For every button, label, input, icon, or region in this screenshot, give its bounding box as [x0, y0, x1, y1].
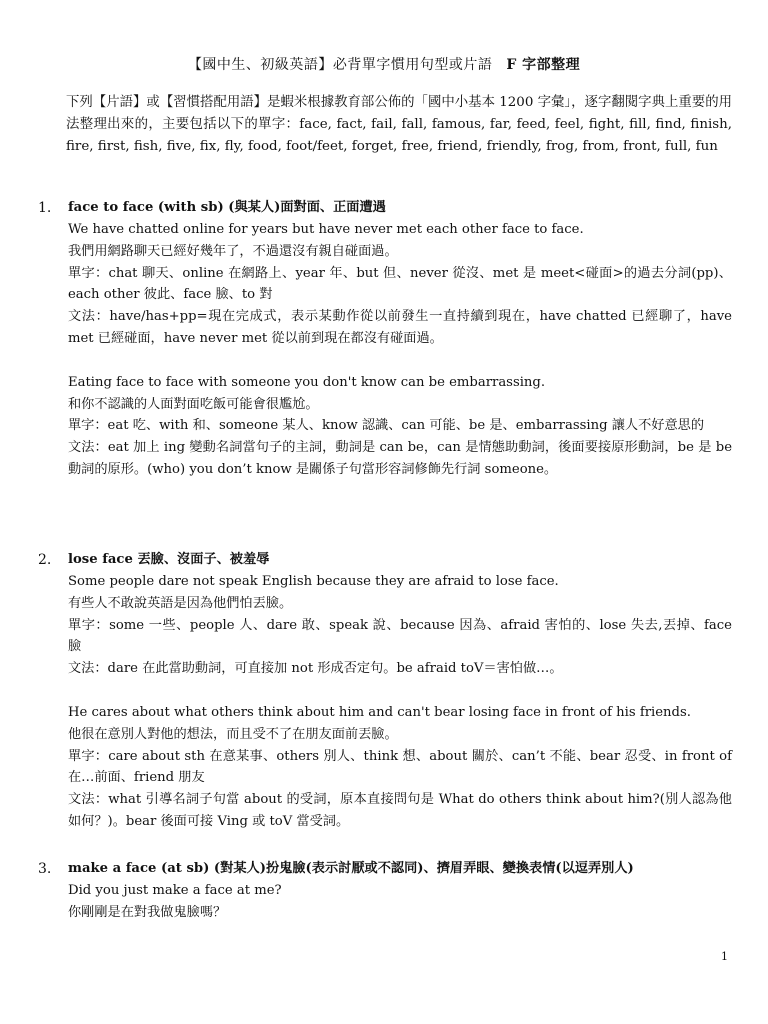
- section-3: [38, 858, 732, 924]
- section-heading: [38, 549, 732, 571]
- section-heading: [38, 858, 732, 880]
- section-body: [38, 571, 732, 833]
- title-tail: F 字部整理: [506, 57, 581, 73]
- title-main: 【國中生、初級英語】必背單字慣用句型或片語: [187, 57, 493, 73]
- section-body: [38, 880, 732, 924]
- grammar-note: 文法：eat 加上 ing 變動名詞當句子的主詞，動詞是 can be，can 是情態助動詞，後面要接原形動詞，be 是 be 動詞的原形。(who) you don’t know 是關係子句當形容詞修飾先行詞 someone。: [68, 440, 732, 477]
- page-title: [0, 54, 768, 74]
- example-chinese: 和你不認識的人面對面吃飯可能會很尷尬。: [68, 396, 319, 412]
- vocabulary-note: 單字：some 一些、people 人、dare 敢、speak 說、because 因為、afraid 害怕的、lose 失去,丟掉、face 臉: [68, 617, 732, 655]
- section-heading: [38, 197, 732, 219]
- section-number: 2.: [38, 552, 52, 568]
- vocabulary-note: 單字：eat 吃、with 和、someone 某人、know 認識、can 可能、be 是、embarrassing 讓人不好意思的: [68, 418, 705, 434]
- phrase-heading: lose face 丟臉、沒面子、被羞辱: [68, 552, 270, 567]
- example-english: Eating face to face with someone you don't know can be embarrassing.: [68, 374, 546, 390]
- example-chinese: 他很在意別人對他的想法，而且受不了在朋友面前丟臉。: [68, 726, 398, 742]
- grammar-note: 文法：dare 在此當助動詞，可直接加 not 形成否定句。be afraid toV＝害怕做…。: [68, 661, 563, 677]
- example-chinese: 有些人不敢說英語是因為他們怕丟臉。: [68, 595, 293, 611]
- example-english: Did you just make a face at me?: [68, 883, 282, 898]
- section-number: 3.: [38, 861, 52, 877]
- section-2: [38, 549, 732, 833]
- section-1: [38, 197, 732, 481]
- phrase-heading: face to face (with sb) (與某人)面對面、正面遭遇: [68, 200, 386, 215]
- example-chinese: 我們用網路聊天已經好幾年了，不過還沒有親自碰面過。: [68, 243, 398, 259]
- example-chinese: 你剛剛是在對我做鬼臉嗎？: [68, 904, 227, 920]
- grammar-note: 文法：have/has+pp=現在完成式，表示某動作從以前發生一直持續到現在，have chatted 已經聊了，have met 已經碰面，have never met 從以前到現在都沒有碰面過。: [68, 309, 732, 346]
- example-english: Some people dare not speak English because they are afraid to lose face.: [68, 574, 559, 589]
- example-english: He cares about what others think about him and can't bear losing face in front of his friends.: [68, 704, 691, 720]
- intro-text: 下列【片語】或【習慣搭配用語】是蝦米根據教育部公佈的「國中小基本 1200 字彙」，逐字翻閱字典上重要的用法整理出來的，主要包括以下的單字：face, fact, fail, fall, famous, far, feed, feel, fight, fill, find, finish, fire, first, fish, five, fix, fly, food, foot/feet, forget, free, friend, friendly, frog, from, front, full, fun: [66, 95, 732, 155]
- page-number: 1: [721, 950, 728, 963]
- vocabulary-note: 單字：chat 聊天、online 在網路上、year 年、but 但、never 從沒、met 是 meet<碰面>的過去分詞(pp)、each other 彼此、face 臉、to 對: [68, 265, 732, 303]
- vocabulary-note: 單字：care about sth 在意某事、others 別人、think 想、about 關於、can’t 不能、bear 忍受、in front of 在…前面、friend 朋友: [68, 748, 732, 786]
- section-number: 1.: [38, 200, 52, 216]
- example-english: We have chatted online for years but have never met each other face to face.: [68, 222, 584, 237]
- phrase-heading: make a face (at sb) (對某人)扮鬼臉(表示討厭或不認同)、擠眉弄眼、變換表情(以逗弄別人): [68, 861, 634, 876]
- intro-paragraph: [38, 92, 732, 159]
- section-body: [38, 219, 732, 481]
- grammar-note: 文法：what 引導名詞子句當 about 的受詞，原本直接問句是 What do others think about him?(別人認為他如何？)。bear 後面可接 Ving 或 toV 當受詞。: [68, 792, 732, 829]
